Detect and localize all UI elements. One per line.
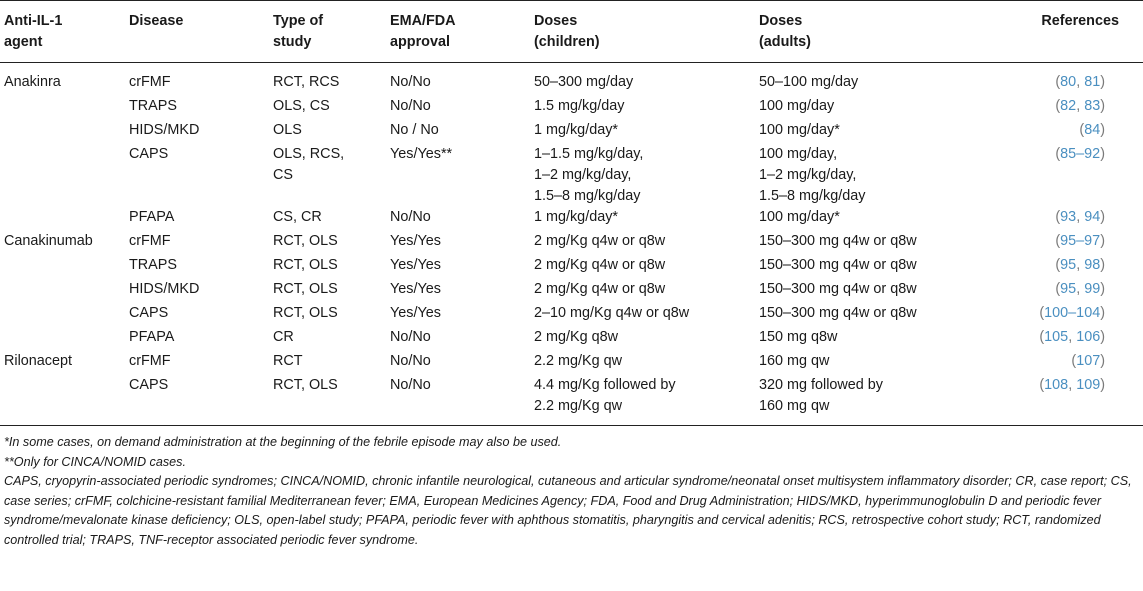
cell-disease: TRAPS bbox=[129, 257, 177, 273]
reference-link[interactable]: 95–97 bbox=[1060, 233, 1101, 249]
cell-approval: Yes/Yes bbox=[390, 257, 441, 273]
reference-link[interactable]: 82 bbox=[1060, 98, 1077, 114]
table-row bbox=[0, 255, 1143, 279]
table-row bbox=[0, 279, 1143, 303]
cell-study-type: RCT, OLS bbox=[273, 257, 338, 273]
table-row bbox=[0, 351, 1143, 375]
footnote-double-asterisk: **Only for CINCA/NOMID cases. bbox=[4, 454, 186, 469]
cell-approval: No/No bbox=[390, 353, 431, 369]
reference-link[interactable]: 81 bbox=[1084, 74, 1101, 90]
cell-references: (82, 83) bbox=[1055, 98, 1105, 114]
cell-references: (95–97) bbox=[1055, 233, 1105, 249]
header-doses-children: Doses (children) bbox=[534, 13, 600, 50]
cell-study-type: CR bbox=[273, 329, 294, 345]
cell-doses-children: 50–300 mg/day bbox=[534, 74, 634, 90]
header-agent: Anti-IL-1 agent bbox=[4, 13, 63, 50]
cell-references: (108, 109) bbox=[1039, 377, 1105, 393]
cell-doses-adults: 150–300 mg q4w or q8w bbox=[759, 257, 917, 273]
header-references: References bbox=[1041, 13, 1119, 29]
cell-study-type: RCT, OLS bbox=[273, 377, 338, 393]
cell-references: (95, 99) bbox=[1055, 281, 1105, 297]
cell-agent bbox=[0, 279, 129, 303]
cell-agent: Rilonacept bbox=[4, 353, 72, 369]
abbreviations: CAPS, cryopyrin-associated periodic syndromes; CINCA/NOMID, chronic infantile neurological, cutaneous and articular syndrome/neonatal onset multisystem inflammatory disorder; CR, case report; CS, case series; crFMF, colchicine-resistant familial Mediterranean fever; EMA, European Medicines Agency; FDA, Food and Drug Administration; HIDS/MKD, hyperimmunoglobulin D and periodic fever syndrome/mevalonate kinase deficiency; OLS, open-label study; PFAPA, periodic fever with aphthous stomatitis, pharyngitis and cervical adenitis; RCS, retrospective cohort study; RCT, randomized controlled trial; TRAPS, TNF-receptor associated periodic fever syndrome. bbox=[4, 474, 1132, 547]
cell-study-type: OLS, RCS, CS bbox=[273, 146, 345, 183]
table-row bbox=[0, 231, 1143, 255]
table-header-row bbox=[0, 1, 1143, 63]
reference-link[interactable]: 108 bbox=[1044, 377, 1069, 393]
cell-doses-children: 2–10 mg/Kg q4w or q8w bbox=[534, 305, 690, 321]
cell-doses-adults: 50–100 mg/day bbox=[759, 74, 859, 90]
cell-references: (107) bbox=[1071, 353, 1105, 369]
cell-references: (80, 81) bbox=[1055, 74, 1105, 90]
cell-approval: Yes/Yes bbox=[390, 305, 441, 321]
cell-doses-adults: 100 mg/day bbox=[759, 98, 835, 114]
cell-doses-adults: 320 mg followed by 160 mg qw bbox=[759, 377, 883, 414]
reference-link[interactable]: 99 bbox=[1084, 281, 1101, 297]
cell-approval: Yes/Yes** bbox=[390, 146, 453, 162]
cell-agent bbox=[0, 303, 129, 327]
cell-agent bbox=[0, 375, 129, 426]
reference-link[interactable]: 95 bbox=[1060, 257, 1077, 273]
reference-link[interactable]: 98 bbox=[1084, 257, 1101, 273]
cell-agent bbox=[0, 96, 129, 120]
cell-study-type: RCT, OLS bbox=[273, 233, 338, 249]
reference-link[interactable]: 80 bbox=[1060, 74, 1077, 90]
cell-doses-adults: 100 mg/day* bbox=[759, 209, 840, 225]
cell-references: (105, 106) bbox=[1039, 329, 1105, 345]
cell-references: (84) bbox=[1079, 122, 1105, 138]
cell-agent bbox=[0, 255, 129, 279]
cell-study-type: RCT, OLS bbox=[273, 281, 338, 297]
table-row bbox=[0, 144, 1143, 207]
cell-study-type: OLS bbox=[273, 122, 302, 138]
cell-approval: No/No bbox=[390, 98, 431, 114]
cell-references: (100–104) bbox=[1039, 305, 1105, 321]
table-row bbox=[0, 63, 1143, 97]
cell-references: (93, 94) bbox=[1055, 209, 1105, 225]
cell-approval: No / No bbox=[390, 122, 439, 138]
cell-approval: Yes/Yes bbox=[390, 233, 441, 249]
cell-disease: TRAPS bbox=[129, 98, 177, 114]
cell-study-type: RCT, RCS bbox=[273, 74, 340, 90]
cell-approval: No/No bbox=[390, 329, 431, 345]
cell-doses-adults: 100 mg/day, 1–2 mg/kg/day, 1.5–8 mg/kg/day bbox=[759, 146, 866, 204]
cell-doses-adults: 150–300 mg q4w or q8w bbox=[759, 305, 917, 321]
table-row bbox=[0, 120, 1143, 144]
cell-disease: PFAPA bbox=[129, 329, 175, 345]
table-row bbox=[0, 327, 1143, 351]
table-row bbox=[0, 96, 1143, 120]
cell-doses-children: 1–1.5 mg/kg/day, 1–2 mg/kg/day, 1.5–8 mg/kg/day bbox=[534, 146, 644, 204]
reference-link[interactable]: 105 bbox=[1044, 329, 1069, 345]
header-approval: EMA/FDA approval bbox=[390, 13, 456, 50]
header-disease: Disease bbox=[129, 13, 184, 29]
cell-disease: crFMF bbox=[129, 353, 171, 369]
reference-link[interactable]: 95 bbox=[1060, 281, 1077, 297]
reference-link[interactable]: 94 bbox=[1084, 209, 1101, 225]
cell-agent: Anakinra bbox=[4, 74, 61, 90]
cell-doses-children: 2 mg/Kg q4w or q8w bbox=[534, 257, 666, 273]
cell-agent bbox=[0, 327, 129, 351]
cell-doses-children: 1.5 mg/kg/day bbox=[534, 98, 625, 114]
cell-doses-adults: 160 mg qw bbox=[759, 353, 830, 369]
cell-approval: No/No bbox=[390, 209, 431, 225]
cell-doses-children: 2 mg/Kg q8w bbox=[534, 329, 618, 345]
cell-study-type: RCT bbox=[273, 353, 303, 369]
cell-disease: CAPS bbox=[129, 305, 169, 321]
table-row bbox=[0, 207, 1143, 231]
cell-doses-children: 2 mg/Kg q4w or q8w bbox=[534, 233, 666, 249]
cell-doses-adults: 150 mg q8w bbox=[759, 329, 838, 345]
cell-doses-adults: 150–300 mg q4w or q8w bbox=[759, 281, 917, 297]
cell-study-type: OLS, CS bbox=[273, 98, 330, 114]
cell-agent bbox=[0, 144, 129, 207]
cell-study-type: RCT, OLS bbox=[273, 305, 338, 321]
cell-references: (85–92) bbox=[1055, 146, 1105, 162]
cell-doses-children: 2 mg/Kg q4w or q8w bbox=[534, 281, 666, 297]
cell-disease: crFMF bbox=[129, 74, 171, 90]
cell-doses-adults: 100 mg/day* bbox=[759, 122, 840, 138]
reference-link[interactable]: 100–104 bbox=[1044, 305, 1101, 321]
cell-agent: Canakinumab bbox=[4, 233, 93, 249]
cell-approval: No/No bbox=[390, 74, 431, 90]
cell-doses-children: 2.2 mg/Kg qw bbox=[534, 353, 622, 369]
cell-agent bbox=[0, 120, 129, 144]
cell-doses-children: 1 mg/kg/day* bbox=[534, 209, 618, 225]
table-notes bbox=[0, 426, 1143, 550]
header-study-type: Type of study bbox=[273, 13, 324, 50]
cell-doses-children: 1 mg/kg/day* bbox=[534, 122, 618, 138]
cell-disease: HIDS/MKD bbox=[129, 122, 200, 138]
cell-disease: CAPS bbox=[129, 377, 169, 393]
reference-link[interactable]: 109 bbox=[1076, 377, 1101, 393]
reference-link[interactable]: 107 bbox=[1076, 353, 1101, 369]
reference-link[interactable]: 93 bbox=[1060, 209, 1077, 225]
cell-doses-children: 4.4 mg/Kg followed by 2.2 mg/Kg qw bbox=[534, 377, 676, 414]
cell-study-type: CS, CR bbox=[273, 209, 322, 225]
cell-disease: PFAPA bbox=[129, 209, 175, 225]
cell-approval: Yes/Yes bbox=[390, 281, 441, 297]
footnote-single-asterisk: *In some cases, on demand administration at the beginning of the febrile episode may also be used. bbox=[4, 435, 562, 449]
reference-link[interactable]: 84 bbox=[1084, 122, 1101, 138]
cell-disease: HIDS/MKD bbox=[129, 281, 200, 297]
cell-agent bbox=[0, 207, 129, 231]
table-row bbox=[0, 375, 1143, 426]
reference-link[interactable]: 83 bbox=[1084, 98, 1101, 114]
table-row bbox=[0, 303, 1143, 327]
header-doses-adults: Doses (adults) bbox=[759, 13, 811, 50]
reference-link[interactable]: 85–92 bbox=[1060, 146, 1101, 162]
reference-link[interactable]: 106 bbox=[1076, 329, 1101, 345]
cell-disease: CAPS bbox=[129, 146, 169, 162]
cell-references: (95, 98) bbox=[1055, 257, 1105, 273]
cell-approval: No/No bbox=[390, 377, 431, 393]
cell-doses-adults: 150–300 mg q4w or q8w bbox=[759, 233, 917, 249]
cell-disease: crFMF bbox=[129, 233, 171, 249]
